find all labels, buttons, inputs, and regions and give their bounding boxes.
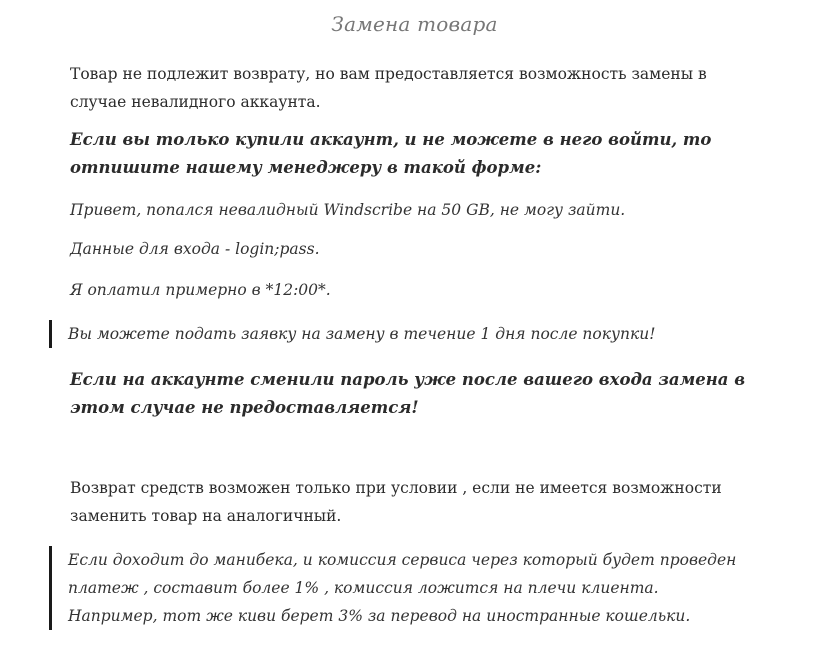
password-note-paragraph xyxy=(70,366,770,422)
deadline-text: Вы можете подать заявку на замену в течение 1 дня после покупки! xyxy=(68,325,656,343)
refund-paragraph xyxy=(70,474,770,530)
password-note-line-1: Если на аккаунте сменили пароль уже после вашего входа замена в xyxy=(70,370,746,389)
intro-line-1: Товар не подлежит возврату, но вам предоставляется возможность замены в xyxy=(70,65,707,83)
fee-line-1: Если доходит до манибека, и комиссия сервиса через который будет проведен xyxy=(68,551,737,569)
page-title: Замена товара xyxy=(331,12,498,36)
intro-line-2: случае невалидного аккаунта. xyxy=(70,93,321,111)
deadline-blockquote xyxy=(49,320,788,348)
instruction-line-2: отпишите нашему менеджеру в такой форме: xyxy=(70,158,542,177)
instruction-paragraph xyxy=(70,126,770,182)
intro-paragraph xyxy=(70,60,770,116)
example-line-2: Данные для входа - login;pass. xyxy=(70,240,320,258)
instruction-line-1: Если вы только купили аккаунт, и не можете в него войти, то xyxy=(70,130,712,149)
refund-line-2: заменить товар на аналогичный. xyxy=(70,507,342,525)
fee-line-2: платеж , составит более 1% , комиссия ложится на плечи клиента. xyxy=(68,579,659,597)
example-line-1: Привет, попался невалидный Windscribe на 50 GB, не могу зайти. xyxy=(70,201,626,219)
fee-line-3: Например, тот же киви берет 3% за перевод на иностранные кошельки. xyxy=(68,607,691,625)
fee-blockquote xyxy=(49,546,788,630)
example-line-3: Я оплатил примерно в *12:00*. xyxy=(70,281,331,299)
refund-line-1: Возврат средств возможен только при условии , если не имеется возможности xyxy=(70,479,722,497)
password-note-line-2: этом случае не предоставляется! xyxy=(70,398,419,417)
